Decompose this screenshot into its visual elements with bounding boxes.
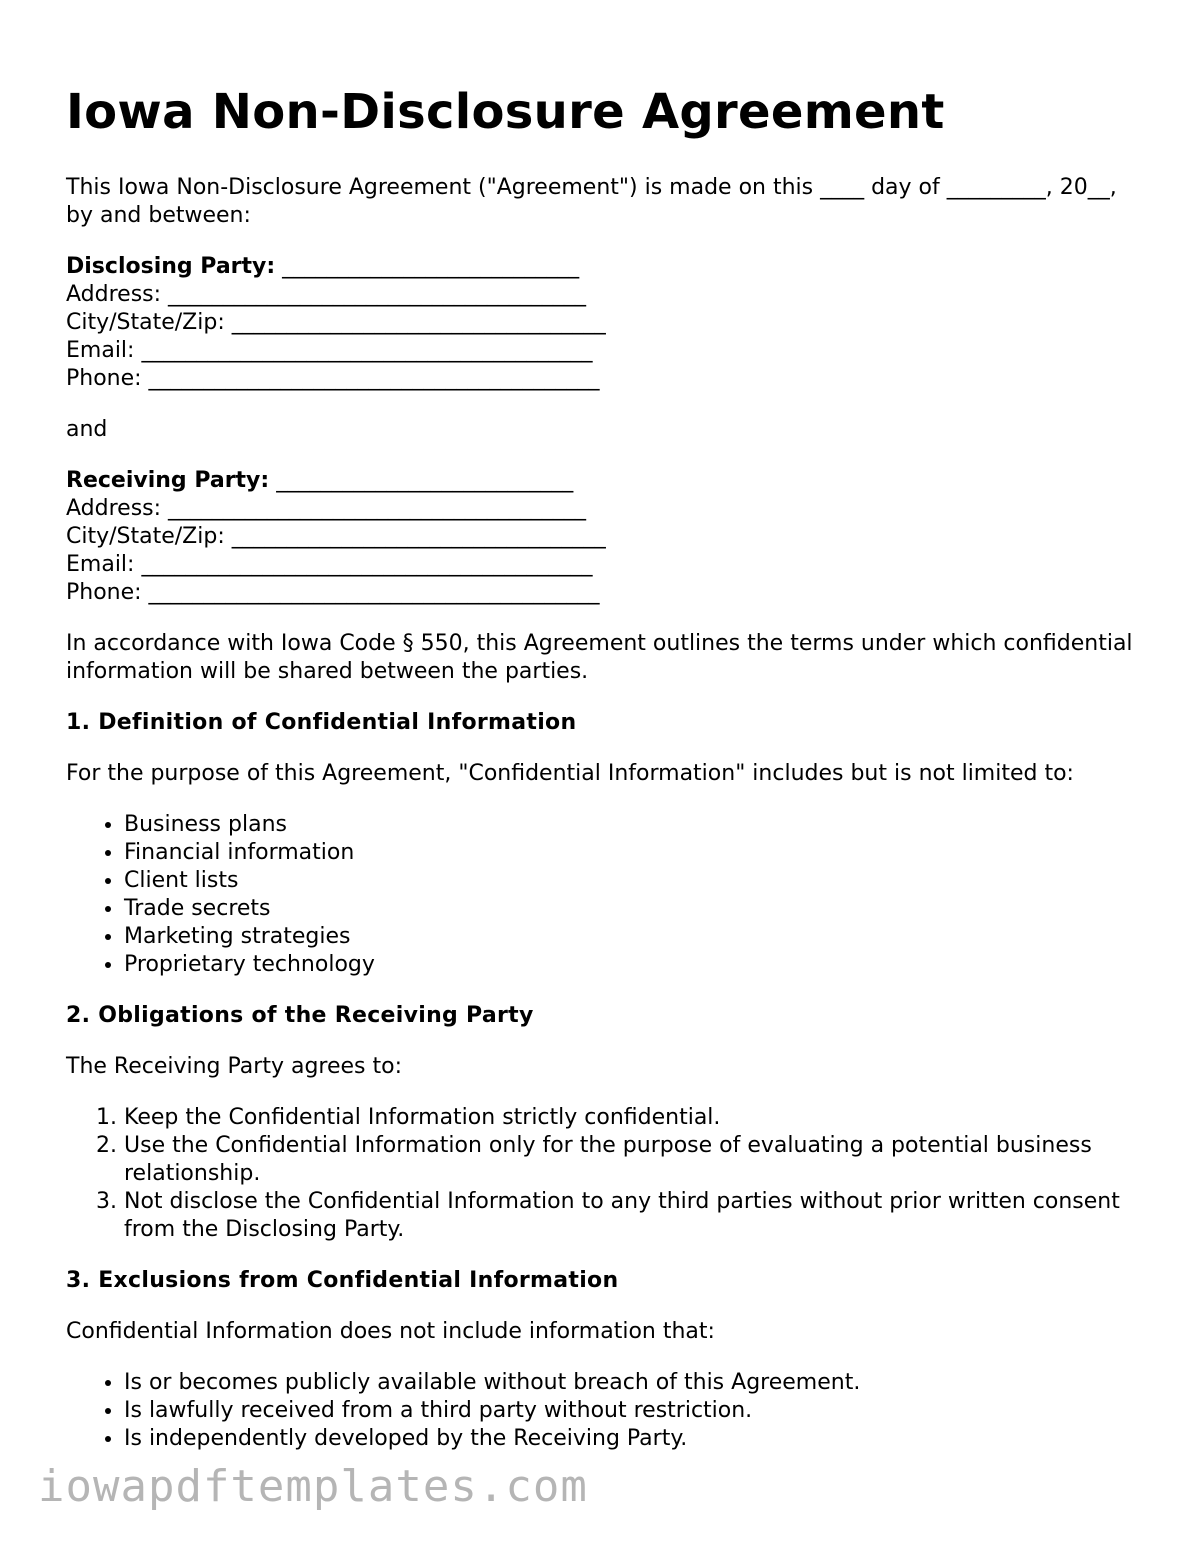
disclosing-phone: Phone: _________________________________________ <box>66 366 600 391</box>
section-1-heading: 1. Definition of Confidential Information <box>66 710 577 735</box>
receiving-party-line <box>66 467 1136 495</box>
list-item: • Proprietary technology <box>124 951 1136 979</box>
section-2-list <box>66 1104 1136 1244</box>
list-item: • Marketing strategies <box>124 923 1136 951</box>
section-2-heading: 2. Obligations of the Receiving Party <box>66 1003 534 1028</box>
receiving-email: Email: _________________________________________ <box>66 552 593 577</box>
section-3-text: Confidential Information does not include information that: <box>66 1319 715 1344</box>
list-item: 3. Not disclose the Confidential Information to any third parties without prior written consent from the Disclosing Party. <box>124 1188 1136 1244</box>
section-2-text: The Receiving Party agrees to: <box>66 1054 402 1079</box>
disclosing-party-block <box>66 253 1136 393</box>
list-item: 2. Use the Confidential Information only for the purpose of evaluating a potential business relationship. <box>124 1132 1136 1188</box>
list-item: • Is or becomes publicly available without breach of this Agreement. <box>124 1369 1136 1397</box>
watermark: iowapdftemplates.com <box>38 1461 588 1512</box>
disclosing-party-label: Disclosing Party: <box>66 254 276 279</box>
list-item: • Is lawfully received from a third party without restriction. <box>124 1397 1136 1425</box>
section-1-text: For the purpose of this Agreement, "Confidential Information" includes but is not limited to: <box>66 761 1074 786</box>
list-item: 1. Keep the Confidential Information strictly confidential. <box>124 1104 1136 1132</box>
list-item: • Client lists <box>124 867 1136 895</box>
list-item: • Trade secrets <box>124 895 1136 923</box>
document-title: Iowa Non-Disclosure Agreement <box>66 84 945 140</box>
disclosing-party-name-blank: ___________________________ <box>275 254 580 279</box>
accordance-paragraph: In accordance with Iowa Code § 550, this Agreement outlines the terms under which confidential information will be shared between the parties. <box>66 631 1133 684</box>
receiving-city: City/State/Zip: __________________________________ <box>66 524 606 549</box>
disclosing-email: Email: _________________________________________ <box>66 338 593 363</box>
intro-paragraph: This Iowa Non-Disclosure Agreement ("Agreement") is made on this ____ day of _________, 20__, by and between: <box>66 175 1117 228</box>
receiving-party-name-blank: ___________________________ <box>269 468 574 493</box>
section-3-list <box>66 1369 1136 1453</box>
and-text: and <box>66 417 108 442</box>
receiving-party-label: Receiving Party: <box>66 468 270 493</box>
receiving-phone: Phone: _________________________________________ <box>66 580 600 605</box>
disclosing-party-line <box>66 253 1136 281</box>
section-3-heading: 3. Exclusions from Confidential Information <box>66 1268 619 1293</box>
list-item: • Financial information <box>124 839 1136 867</box>
document-page <box>66 82 1136 1476</box>
disclosing-address: Address: ______________________________________ <box>66 282 587 307</box>
disclosing-city: City/State/Zip: __________________________________ <box>66 310 606 335</box>
section-1-list <box>66 811 1136 979</box>
receiving-address: Address: ______________________________________ <box>66 496 587 521</box>
list-item: • Business plans <box>124 811 1136 839</box>
list-item: • Is independently developed by the Receiving Party. <box>124 1425 1136 1453</box>
receiving-party-block <box>66 467 1136 607</box>
